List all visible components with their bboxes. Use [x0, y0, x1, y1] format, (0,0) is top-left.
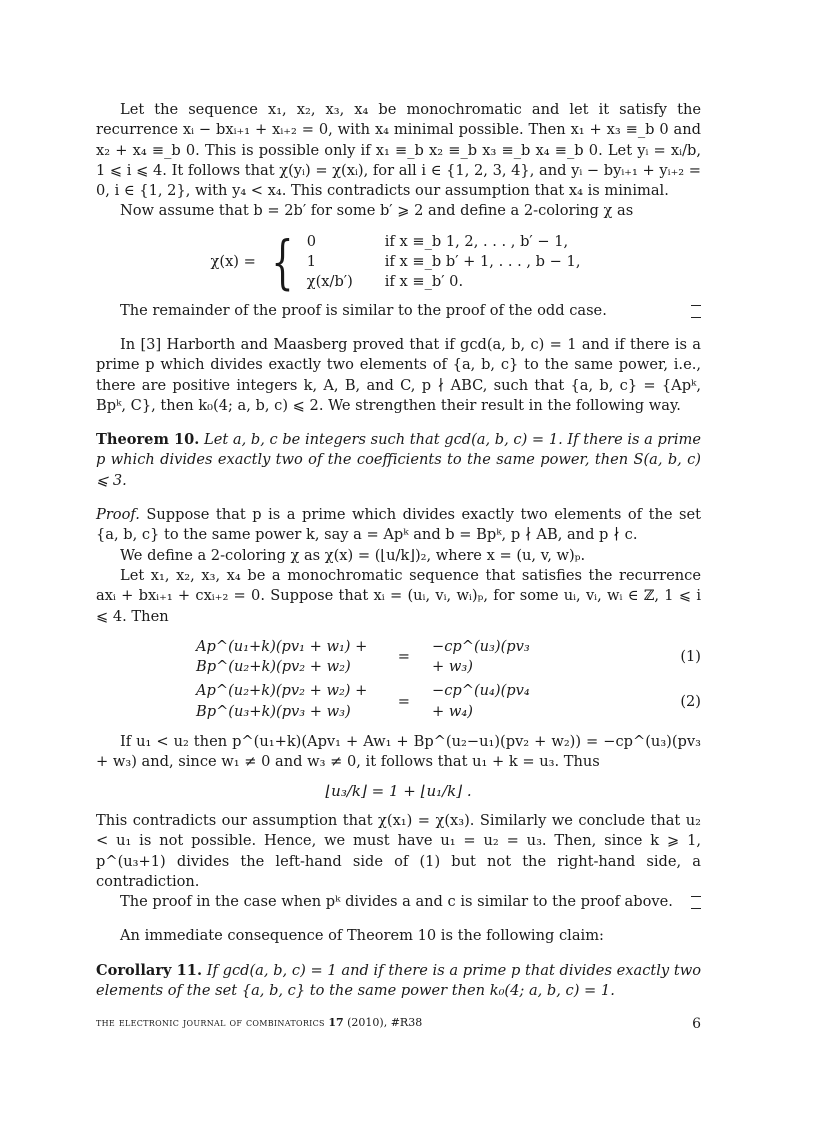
cases-table: [307, 232, 587, 293]
equation-row: [196, 635, 701, 680]
corollary-body: If gcd(a, b, c) = 1 and if there is a prime p that divides exactly two elements of the set {a, b, c} to the same power then k₀(4; a, b, c) = 1.: [96, 961, 702, 999]
remainder-text: The remainder of the proof is similar to the proof of the odd case.: [120, 301, 607, 319]
page-footer: [96, 1016, 701, 1032]
qed-icon: [691, 896, 701, 909]
case-value: 1: [306, 253, 317, 271]
journal-name: the electronic journal of combinatorics: [96, 1016, 325, 1029]
equation-lhs: Ap^(u₁+k)(pv₁ + w₁) + Bp^(u₂+k)(pv₂ + w₂): [196, 637, 368, 676]
theorem-body: Let a, b, c be integers such that gcd(a, b, c) = 1. If there is a prime p which divides exactly two of the coefficients to the same power, then S(a, b, c) ⩽ 3.: [96, 431, 701, 489]
theorem-label: Theorem 10.: [96, 431, 200, 449]
case-row: [307, 252, 587, 272]
equals-sign: =: [397, 647, 410, 665]
qed-icon: [691, 305, 701, 318]
theorem-10: [96, 430, 701, 491]
paragraph-consequence: An immediate consequence of Theorem 10 is the following claim:: [120, 927, 604, 945]
paragraph-harborth: In [3] Harborth and Maasberg proved that if gcd(a, b, c) = 1 and if there is a prime p which divides exactly two elements of {a, b, c} to the same power, i.e., there are positive integers k, A, B, and C, p ∤ ABC, such that {a, b, c} = {Apᵏ, Bpᵏ, C}, then k₀(4; a, b, c) ⩽ 2. We strengthen their result in the following way.: [96, 335, 701, 414]
case-value: χ(x/b′): [306, 273, 353, 291]
equals-sign: =: [397, 692, 410, 710]
proof-paragraph-1: [96, 505, 701, 546]
equation-row: [196, 679, 701, 724]
equation-rhs: −cp^(u₄)(pv₄ + w₄): [431, 682, 530, 720]
proof-text-1: Suppose that p is a prime which divides exactly two elements of the set {a, b, c} to the same power k, say a = Apᵏ and b = Bpᵏ, p ∤ AB, and p ∤ c.: [96, 506, 701, 544]
journal-volume: 17: [328, 1016, 344, 1029]
paper-body: [96, 100, 701, 1001]
proof-paragraph-3: Let x₁, x₂, x₃, x₄ be a monochromatic sequence that satisfies the recurrence axᵢ + bxᵢ₊₁ + cxᵢ₊₂ = 0. Suppose that xᵢ = (uᵢ, vᵢ, wᵢ)ₚ, for some uᵢ, vᵢ, wᵢ ∈ ℤ, 1 ⩽ i ⩽ 4. Then: [96, 566, 701, 625]
equation-number: (2): [680, 692, 701, 710]
equation-number: (1): [680, 647, 701, 665]
equation-array: [196, 635, 701, 724]
equation-lhs: Ap^(u₂+k)(pv₂ + w₂) + Bp^(u₃+k)(pv₃ + w₃): [196, 682, 368, 720]
paragraph-even-case: Now assume that b = 2b′ for some b′ ⩾ 2 and define a 2-coloring χ as: [120, 202, 634, 220]
paragraph-remainder: [96, 301, 701, 321]
coloring-lhs: χ(x) =: [210, 253, 256, 271]
case-row: [307, 272, 587, 292]
corollary-label: Corollary 11.: [96, 961, 203, 979]
paragraph-case-u1-less-u2: If u₁ < u₂ then p^(u₁+k)(Apv₁ + Aw₁ + Bp^(u₂−u₁)(pv₂ + w₂)) = −cp^(u₃)(pv₃ + w₃) and, since w₁ ≠ 0 and w₃ ≠ 0, it follows that u₁ + k = u₃. Thus: [96, 733, 701, 771]
paragraph-recurrence: Let the sequence x₁, x₂, x₃, x₄ be monochromatic and let it satisfy the recurrence xᵢ − bxᵢ₊₁ + xᵢ₊₂ = 0, with x₄ minimal possible. Then x₁ + x₃ ≡_b 0 and x₂ + x₄ ≡_b 0. This is possible only if x₁ ≡_b x₂ ≡_b x₃ ≡_b x₄ ≡_b 0. Let yᵢ = xᵢ/b, 1 ⩽ i ⩽ 4. It follows that χ(yᵢ) = χ(xᵢ), for all i ∈ {1, 2, 3, 4}, and yᵢ − byᵢ₊₁ + yᵢ₊₂ = 0, i ∈ {1, 2}, with y₄ < x₄. This contradicts our assumption that x₄ is minimal.: [96, 101, 701, 200]
corollary-11: [96, 961, 701, 1002]
floor-equation: ⌊u₃/k⌋ = 1 + ⌊u₁/k⌋ .: [325, 781, 472, 800]
case-condition: if x ≡_b 1, 2, . . . , b′ − 1,: [384, 232, 569, 250]
paragraph-other-case: [96, 892, 701, 912]
case-condition: if x ≡_b′ 0.: [384, 273, 464, 291]
paragraph-contradiction: This contradicts our assumption that χ(x₁) = χ(x₃). Similarly we conclude that u₂ < u₁ is not possible. Hence, we must have u₁ = u₂ = u₃. Then, since k ⩾ 1, p^(u₃+1) divides the left-hand side of (1) but not the right-hand side, a contradiction.: [96, 811, 701, 890]
equation-rhs: −cp^(u₃)(pv₃ + w₃): [431, 637, 530, 676]
case-condition: if x ≡_b b′ + 1, . . . , b − 1,: [384, 253, 581, 271]
other-case-text: The proof in the case when pᵏ divides a and c is similar to the proof above.: [120, 893, 673, 911]
page-number: 6: [692, 1016, 701, 1032]
journal-year-article: (2010), #R38: [347, 1016, 423, 1029]
case-row: [307, 232, 587, 252]
coloring-definition: [96, 228, 701, 297]
footer-citation: [96, 1016, 422, 1032]
left-brace-icon: {: [271, 228, 294, 297]
proof-label: Proof.: [96, 506, 140, 524]
proof-paragraph-2: We define a 2-coloring χ as χ(x) = (⌊u/k⌋)₂, where x = (u, v, w)ₚ.: [120, 546, 586, 564]
case-value: 0: [306, 232, 317, 250]
